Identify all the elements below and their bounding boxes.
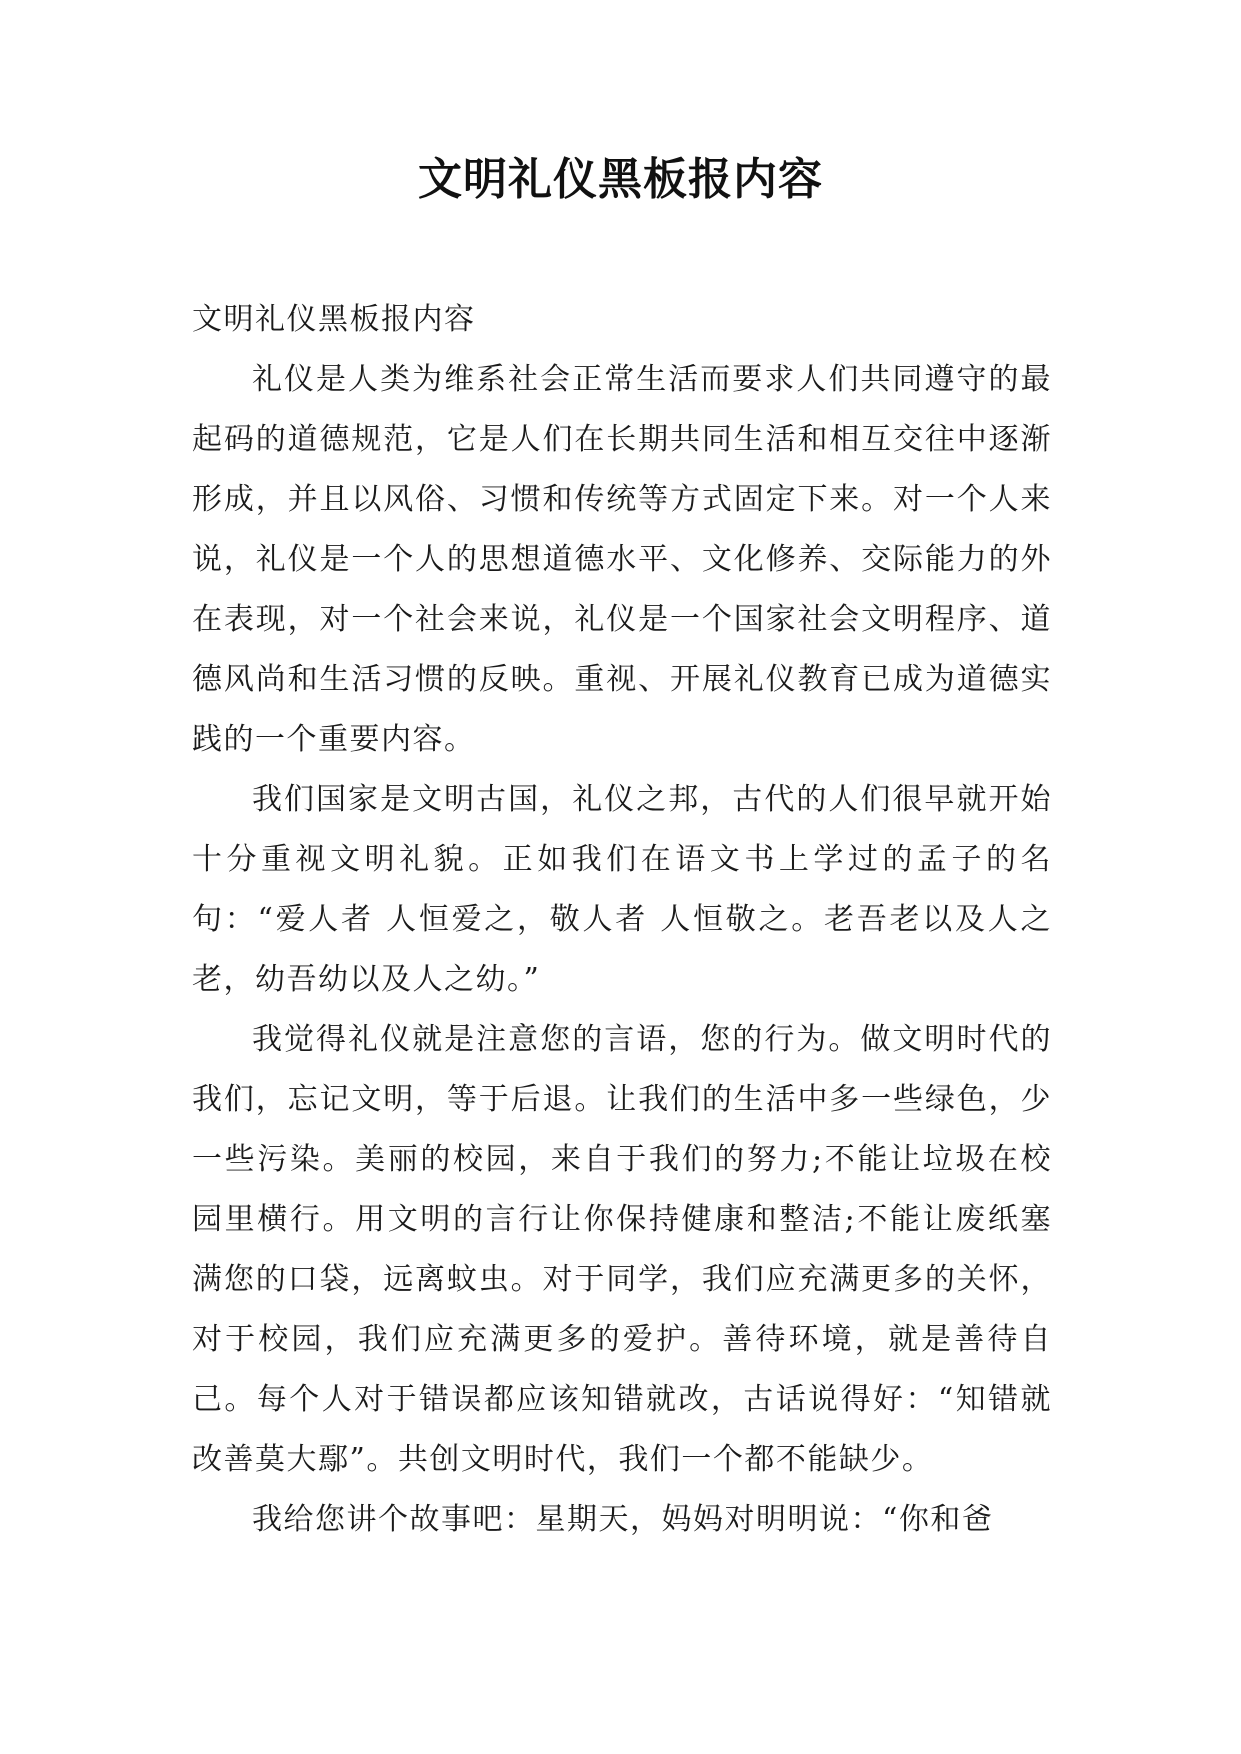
paragraph-story: 我给您讲个故事吧：星期天，妈妈对明明说：“你和爸 [252,1502,994,1537]
paragraph-etiquette-definition: 礼仪是人类为维系社会正常生活而要求人们共同遵守的最起码的道德规范，它是人们在长期共同生活和相互交往中逐渐形成，并且以风俗、习惯和传统等方式固定下来。对一个人来说，礼仪是一个人的思想道德水平、文化修养、交际能力的外在表现，对一个社会来说，礼仪是一个国家社会文明程序、道德风尚和生活习惯的反映。重视、开展礼仪教育已成为道德实践的一个重要内容。 [192,362,1052,757]
document-title: 文明礼仪黑板报内容 [418,154,823,205]
paragraph-civilized-behavior: 我觉得礼仪就是注意您的言语，您的行为。做文明时代的我们，忘记文明，等于后退。让我们的生活中多一些绿色，少一些污染。美丽的校园，来自于我们的努力;不能让垃圾在校园里横行。用文明的言行让你保持健康和整洁;不能让废纸塞满您的口袋，远离蚊虫。对于同学，我们应充满更多的关怀，对于校园，我们应充满更多的爱护。善待环境，就是善待自己。每个人对于错误都应该知错就改，古话说得好：“知错就改善莫大鄢”。共创文明时代，我们一个都不能缺少。 [192,1022,1052,1477]
document-body [192,290,1052,1550]
document-subtitle: 文明礼仪黑板报内容 [192,302,476,337]
paragraph-ancient-civilization: 我们国家是文明古国，礼仪之邦，古代的人们很早就开始十分重视文明礼貌。正如我们在语文书上学过的孟子的名句：“爱人者 人恒爱之，敬人者 人恒敬之。老吾老以及人之老，幼吾幼以及人之幼。” [192,782,1052,997]
